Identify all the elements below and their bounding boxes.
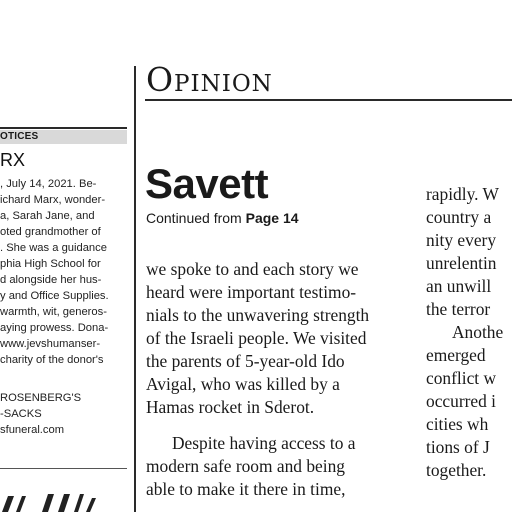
continued-prefix: Continued from <box>146 210 246 226</box>
body-line: occurred i <box>426 391 497 411</box>
article-headline: Savett <box>145 160 269 207</box>
body-line: able to make it there in time, <box>146 479 346 499</box>
section-title: Opinion <box>146 60 273 99</box>
body-line: heard were important testimo- <box>146 282 357 302</box>
body-line: modern safe room and being <box>146 456 345 476</box>
obit-line: www.jevshumanser- <box>0 338 101 350</box>
body-line: nials to the unwavering strength <box>146 305 370 325</box>
obit-line: . She was a guidance <box>0 242 107 254</box>
section-header-rule <box>145 99 512 101</box>
body-line: an unwill <box>426 276 492 296</box>
body-line: cities wh <box>426 414 489 434</box>
body-line: of the Israeli people. We visited <box>146 328 367 348</box>
body-line: emerged <box>426 345 486 365</box>
continued-from-line <box>146 210 299 226</box>
obit-line: a, Sarah Jane, and <box>0 210 95 222</box>
obit-line: d alongside her hus- <box>0 274 102 286</box>
notices-top-rule <box>0 127 127 129</box>
column-divider <box>134 66 136 512</box>
body-line: the terror <box>426 299 491 319</box>
obit-line: aying prowess. Dona- <box>0 322 109 334</box>
body-line: together. <box>426 460 487 480</box>
obit-line: oted grandmother of <box>0 226 101 238</box>
obit-line: y and Office Supplies. <box>0 290 109 302</box>
funeral-home-line: -SACKS <box>0 408 42 420</box>
notices-header: OTICES <box>0 131 39 142</box>
logo-fragment-graphic <box>0 492 120 512</box>
body-line: nity every <box>426 230 497 250</box>
body-line: country a <box>426 207 492 227</box>
body-line: tions of J <box>426 437 490 457</box>
obit-line: warmth, wit, generos- <box>0 306 107 318</box>
notices-bottom-rule <box>0 468 127 469</box>
obit-line: ichard Marx, wonder- <box>0 194 106 206</box>
body-line: Anothe <box>452 322 504 342</box>
continued-page-link[interactable]: Page 14 <box>245 210 299 226</box>
body-line: Hamas rocket in Sderot. <box>146 397 315 417</box>
body-line: Avigal, who was killed by a <box>146 374 340 394</box>
body-line: rapidly. W <box>426 184 499 204</box>
obit-line: charity of the donor's <box>0 354 104 366</box>
funeral-home-line: ROSENBERG'S <box>0 392 82 404</box>
body-line: the parents of 5-year-old Ido <box>146 351 345 371</box>
funeral-home-website[interactable]: sfuneral.com <box>0 424 65 436</box>
deceased-name: RX <box>0 150 26 170</box>
body-line: we spoke to and each story we <box>146 259 359 279</box>
body-line: unrelentin <box>426 253 497 273</box>
body-line: conflict w <box>426 368 497 388</box>
body-line: Despite having access to a <box>172 433 356 453</box>
obit-line: , July 14, 2021. Be- <box>0 178 97 190</box>
obit-line: phia High School for <box>0 258 101 270</box>
